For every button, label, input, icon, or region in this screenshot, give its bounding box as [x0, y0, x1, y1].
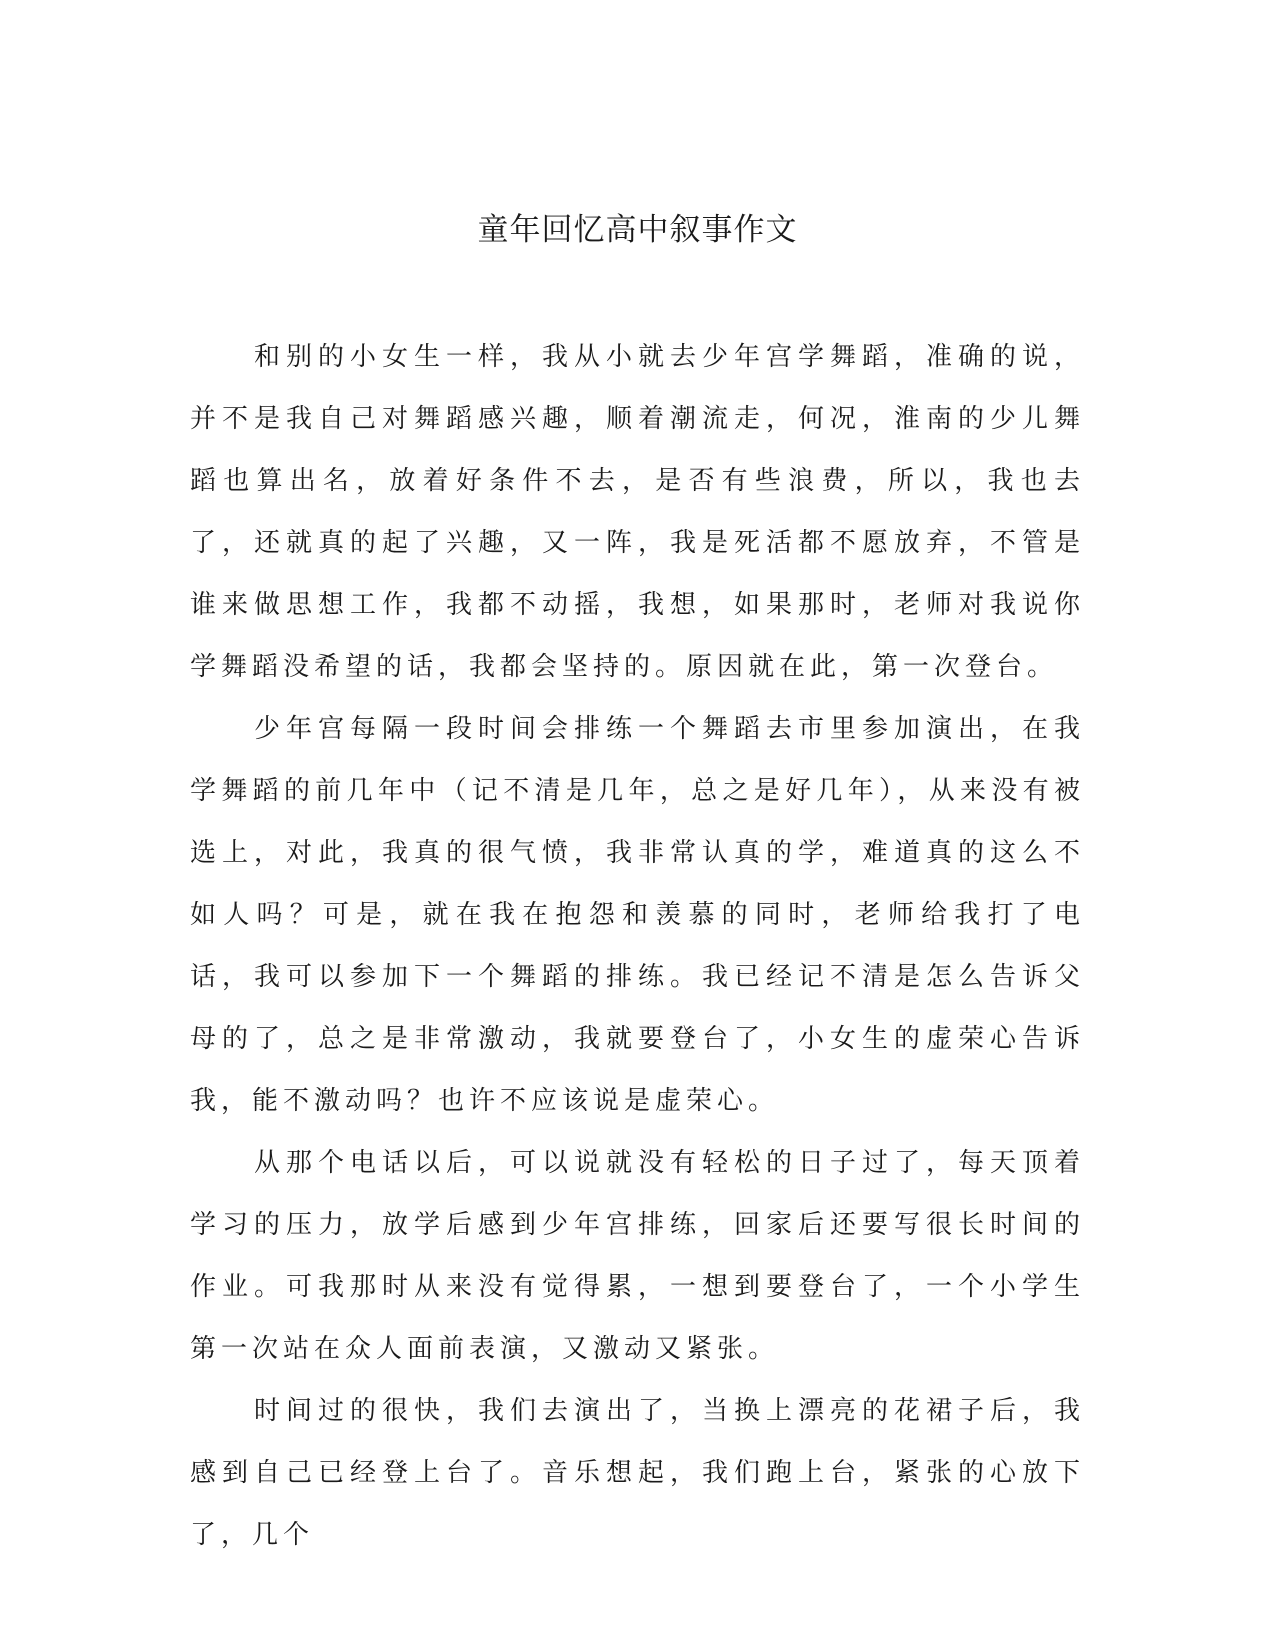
- paragraph-3: 从那个电话以后，可以说就没有轻松的日子过了，每天顶着学习的压力，放学后感到少年宫排练，回家后还要写很长时间的作业。可我那时从来没有觉得累，一想到要登台了，一个小学生第一次站在众人面前表演，又激动又紧张。: [190, 1148, 1085, 1364]
- paragraph-1: 和别的小女生一样，我从小就去少年宫学舞蹈，准确的说，并不是我自己对舞蹈感兴趣，顺着潮流走，何况，淮南的少儿舞蹈也算出名，放着好条件不去，是否有些浪费，所以，我也去了，还就真的起了兴趣，又一阵，我是死活都不愿放弃，不管是谁来做思想工作，我都不动摇，我想，如果那时，老师对我说你学舞蹈没希望的话，我都会坚持的。原因就在此，第一次登台。: [190, 342, 1085, 682]
- paragraph-2: 少年宫每隔一段时间会排练一个舞蹈去市里参加演出，在我学舞蹈的前几年中（记不清是几年，总之是好几年），从来没有被选上，对此，我真的很气愤，我非常认真的学，难道真的这么不如人吗？可是，就在我在抱怨和羡慕的同时，老师给我打了电话，我可以参加下一个舞蹈的排练。我已经记不清是怎么告诉父母的了，总之是非常激动，我就要登台了，小女生的虚荣心告诉我，能不激动吗？也许不应该说是虚荣心。: [190, 714, 1085, 1116]
- paragraph-4: 时间过的很快，我们去演出了，当换上漂亮的花裙子后，我感到自己已经登上台了。音乐想起，我们跑上台，紧张的心放下了，几个: [190, 1396, 1085, 1550]
- document-title: 童年回忆高中叙事作文: [477, 212, 798, 248]
- document-body: [190, 326, 1085, 1566]
